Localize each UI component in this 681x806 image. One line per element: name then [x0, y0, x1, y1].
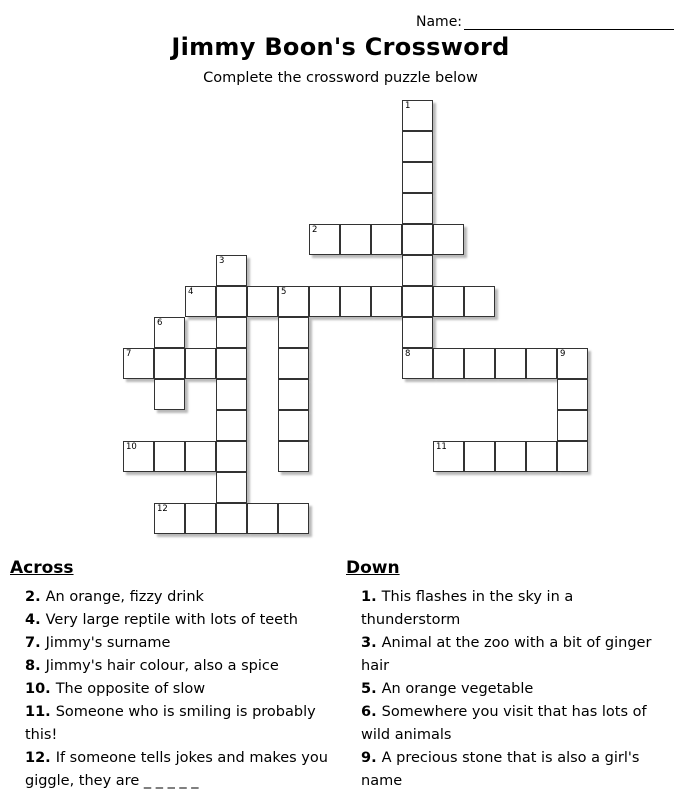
clue-number: 4.	[25, 612, 41, 628]
grid-cell[interactable]	[557, 379, 588, 410]
clue-text: Very large reptile with lots of teeth	[45, 612, 298, 628]
grid-cell[interactable]	[216, 410, 247, 441]
grid-cell[interactable]	[402, 255, 433, 286]
cell-number: 1	[405, 101, 411, 111]
grid-cell[interactable]	[433, 348, 464, 379]
grid-cell[interactable]	[278, 379, 309, 410]
clue-text: If someone tells jokes and makes you giggle, they are _ _ _ _ _	[25, 750, 328, 789]
clue-text: Somewhere you visit that has lots of wild animals	[361, 704, 647, 743]
clue-text: Someone who is smiling is probably this!	[25, 704, 316, 743]
clue-number: 11.	[25, 704, 51, 720]
grid-cell[interactable]	[464, 441, 495, 472]
grid-cell[interactable]	[433, 441, 464, 472]
across-clues	[10, 558, 340, 793]
grid-cell[interactable]	[216, 348, 247, 379]
grid-cell[interactable]	[309, 286, 340, 317]
grid-cell[interactable]	[371, 224, 402, 255]
clue-number: 12.	[25, 750, 51, 766]
clue-text: Animal at the zoo with a bit of ginger hair	[361, 635, 652, 674]
clue-number: 9.	[361, 750, 377, 766]
cell-number: 8	[405, 349, 411, 359]
clue-text: Jimmy's hair colour, also a spice	[45, 658, 279, 674]
across-heading: Across	[10, 558, 74, 578]
clue-item	[346, 678, 676, 701]
grid-cell[interactable]	[402, 100, 433, 131]
grid-cell[interactable]	[340, 286, 371, 317]
grid-cell[interactable]	[278, 317, 309, 348]
grid-cell[interactable]	[340, 224, 371, 255]
clue-item	[10, 655, 340, 678]
clue-number: 1.	[361, 589, 377, 605]
cell-number: 6	[157, 318, 163, 328]
clue-number: 6.	[361, 704, 377, 720]
grid-cell[interactable]	[526, 441, 557, 472]
grid-cell[interactable]	[433, 286, 464, 317]
grid-cell[interactable]	[464, 286, 495, 317]
clue-text: An orange vegetable	[381, 681, 534, 697]
grid-cell[interactable]	[278, 503, 309, 534]
down-clues	[346, 558, 676, 793]
grid-cell[interactable]	[309, 224, 340, 255]
clue-item	[10, 747, 340, 793]
grid-cell[interactable]	[185, 286, 216, 317]
grid-cell[interactable]	[154, 379, 185, 410]
grid-cell[interactable]	[402, 286, 433, 317]
grid-cell[interactable]	[371, 286, 402, 317]
grid-cell[interactable]	[123, 441, 154, 472]
grid-cell[interactable]	[557, 410, 588, 441]
clue-item	[346, 747, 676, 793]
grid-cell[interactable]	[495, 348, 526, 379]
clue-item	[346, 701, 676, 747]
clue-number: 2.	[25, 589, 41, 605]
clue-number: 5.	[361, 681, 377, 697]
clue-text: A precious stone that is also a girl's name	[361, 750, 640, 789]
grid-cell[interactable]	[557, 441, 588, 472]
clue-text: Jimmy's surname	[45, 635, 171, 651]
grid-cell[interactable]	[216, 286, 247, 317]
grid-cell[interactable]	[216, 317, 247, 348]
clue-number: 7.	[25, 635, 41, 651]
grid-cell[interactable]	[433, 224, 464, 255]
clue-item	[346, 632, 676, 678]
grid-cell[interactable]	[216, 255, 247, 286]
grid-cell[interactable]	[402, 193, 433, 224]
grid-cell[interactable]	[185, 348, 216, 379]
cell-number: 3	[219, 256, 225, 266]
clue-text: This flashes in the sky in a thunderstorm	[361, 589, 574, 628]
grid-cell[interactable]	[402, 224, 433, 255]
grid-cell[interactable]	[154, 317, 185, 348]
cell-number: 2	[312, 225, 318, 235]
clue-item	[10, 632, 340, 655]
cell-number: 7	[126, 349, 132, 359]
cell-number: 11	[436, 442, 447, 452]
cell-number: 10	[126, 442, 137, 452]
grid-cell[interactable]	[154, 348, 185, 379]
grid-cell[interactable]	[278, 348, 309, 379]
down-heading: Down	[346, 558, 400, 578]
clue-item	[10, 609, 340, 632]
clue-text: An orange, fizzy drink	[45, 589, 204, 605]
grid-cell[interactable]	[278, 286, 309, 317]
grid-cell[interactable]	[216, 503, 247, 534]
grid-cell[interactable]	[402, 348, 433, 379]
clue-item	[10, 678, 340, 701]
grid-cell[interactable]	[402, 131, 433, 162]
cell-number: 4	[188, 287, 194, 297]
clue-text: The opposite of slow	[55, 681, 206, 697]
grid-cell[interactable]	[185, 441, 216, 472]
grid-cell[interactable]	[402, 162, 433, 193]
cell-number: 5	[281, 287, 287, 297]
grid-cell[interactable]	[557, 348, 588, 379]
page-subtitle: Complete the crossword puzzle below	[203, 70, 478, 86]
clue-item	[346, 586, 676, 632]
clue-number: 8.	[25, 658, 41, 674]
name-label: Name:	[416, 14, 463, 30]
grid-cell[interactable]	[526, 348, 557, 379]
clue-number: 3.	[361, 635, 377, 651]
grid-cell[interactable]	[123, 348, 154, 379]
grid-cell[interactable]	[154, 441, 185, 472]
cell-number: 12	[157, 504, 168, 514]
grid-cell[interactable]	[216, 472, 247, 503]
clue-number: 10.	[25, 681, 51, 697]
grid-cell[interactable]	[278, 441, 309, 472]
grid-cell[interactable]	[464, 348, 495, 379]
grid-cell[interactable]	[402, 317, 433, 348]
grid-cell[interactable]	[185, 503, 216, 534]
cell-number: 9	[560, 349, 566, 359]
clue-item	[10, 586, 340, 609]
grid-cell[interactable]	[247, 286, 278, 317]
grid-cell[interactable]	[278, 410, 309, 441]
page-title: Jimmy Boon's Crossword	[171, 33, 510, 61]
grid-cell[interactable]	[247, 503, 278, 534]
grid-cell[interactable]	[216, 441, 247, 472]
clue-item	[10, 701, 340, 747]
grid-cell[interactable]	[216, 379, 247, 410]
grid-cell[interactable]	[154, 503, 185, 534]
grid-cell[interactable]	[495, 441, 526, 472]
